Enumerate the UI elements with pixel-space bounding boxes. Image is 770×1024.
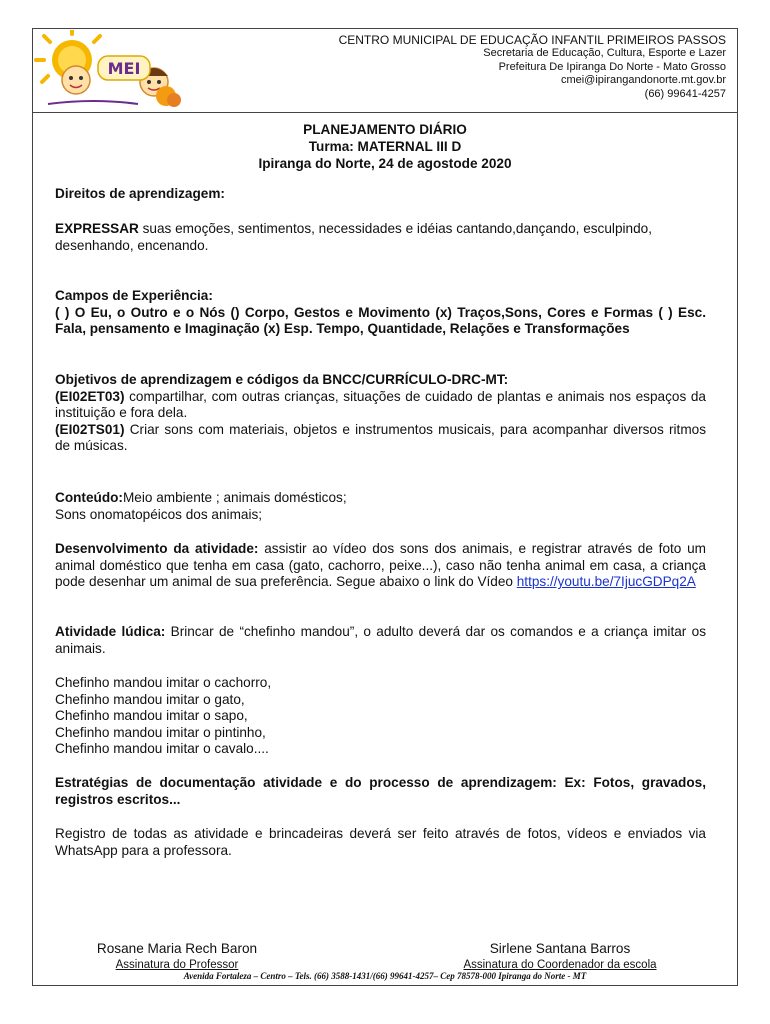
objetivos-section: Objetivos de aprendizagem e códigos da BNCC/CURRÍCULO-DRC-MT: (EI02ET03) compartilhar, com outras crianças, situações de cuidado de plantas e animais nos espaços da instituição e fora dela. (EI02TS01) Criar sons com materiais, objetos e instrumentos musicais, para acompanhar diversos ritmos de músicas. [55, 372, 706, 453]
mei-logo-text [98, 56, 150, 80]
conteudo-section: Conteúdo:Meio ambiente ; animais domésticos; Sons onomatopéicos dos animais; [55, 490, 347, 522]
ludica-section: Atividade lúdica: Brincar de “chefinho mandou”, o adulto deverá dar os comandos e a criança imitar os animais. [55, 624, 706, 656]
teacher-signature [72, 941, 282, 972]
estrategias-heading: Estratégias de documentação atividade e do processo de aprendizagem: Ex: Fotos, gravados, registros escritos... [55, 775, 706, 807]
list-item: Chefinho mandou imitar o cavalo.... [55, 741, 269, 756]
coordinator-role: Assinatura do Coordenador da escola [463, 959, 657, 971]
header-divider [32, 112, 738, 113]
list-item: Chefinho mandou imitar o cachorro, [55, 675, 272, 690]
class-name: Turma: MATERNAL III D [308, 139, 462, 154]
logo-underline [48, 101, 138, 104]
teacher-role: Assinatura do Professor [115, 959, 239, 971]
registro-text: Registro de todas as atividade e brincadeiras deverá ser feito através de fotos, vídeos e enviados via WhatsApp para a professora. [55, 826, 706, 858]
list-item: Chefinho mandou imitar o pintinho, [55, 724, 266, 740]
campos-section: Campos de Experiência: ( ) O Eu, o Outro e o Nós () Corpo, Gestos e Movimento (x) Traços,Sons, Cores e Formas ( ) Esc. Fala, pensamento e Imaginação (x) Esp. Tempo, Quantidade, Relações e Transformações [55, 288, 706, 336]
place-date: Ipiranga do Norte, 24 de agostode 2020 [258, 156, 512, 171]
institution-header [339, 34, 726, 101]
teacher-name: Rosane Maria Rech Baron [96, 941, 258, 956]
title-block [32, 121, 738, 172]
phone: (66) 99641-4257 [644, 87, 726, 100]
document-title: PLANEJAMENTO DIÁRIO [303, 122, 467, 137]
list-item: Chefinho mandou imitar o gato, [55, 691, 245, 707]
prefeitura: Prefeitura De Ipiranga Do Norte - Mato Grosso [498, 60, 726, 73]
chefinho-list [55, 675, 706, 758]
footer-address: Avenida Fortaleza – Centro – Tels. (66) 3588-1431/(66) 99641-4257– Cep 78578-000 Ipiranga do Norte - MT [183, 971, 587, 981]
coordinator-name: Sirlene Santana Barros [489, 941, 631, 956]
video-link[interactable]: https://youtu.be/7IjucGDPq2A [516, 574, 696, 589]
direitos-text: EXPRESSAR suas emoções, sentimentos, necessidades e idéias cantando,dançando, esculpindo, desenhando, encenando. [55, 221, 652, 253]
email: cmei@ipirangandonorte.mt.gov.br [560, 74, 726, 87]
coordinator-signature [430, 941, 690, 972]
svg-text:MEI: MEI [107, 59, 141, 78]
direitos-heading: Direitos de aprendizagem: [55, 186, 225, 201]
desenvolvimento-section: Desenvolvimento da atividade: assistir ao vídeo dos sons dos animais, e registrar através de foto um animal doméstico que tenha em casa (gato, cachorro, peixe...), caso não tenha animal em casa, a criança pode desenhar um animal de sua preferência. Segue abaixo o link do Vídeo https://youtu.be/7IjucGDPq2A [55, 541, 707, 589]
school-logo [34, 30, 184, 110]
institution-name: CENTRO MUNICIPAL DE EDUCAÇÃO INFANTIL PRIMEIROS PASSOS [338, 33, 726, 47]
list-item: Chefinho mandou imitar o sapo, [55, 708, 248, 723]
secretaria: Secretaria de Educação, Cultura, Esporte e Lazer [483, 47, 726, 60]
